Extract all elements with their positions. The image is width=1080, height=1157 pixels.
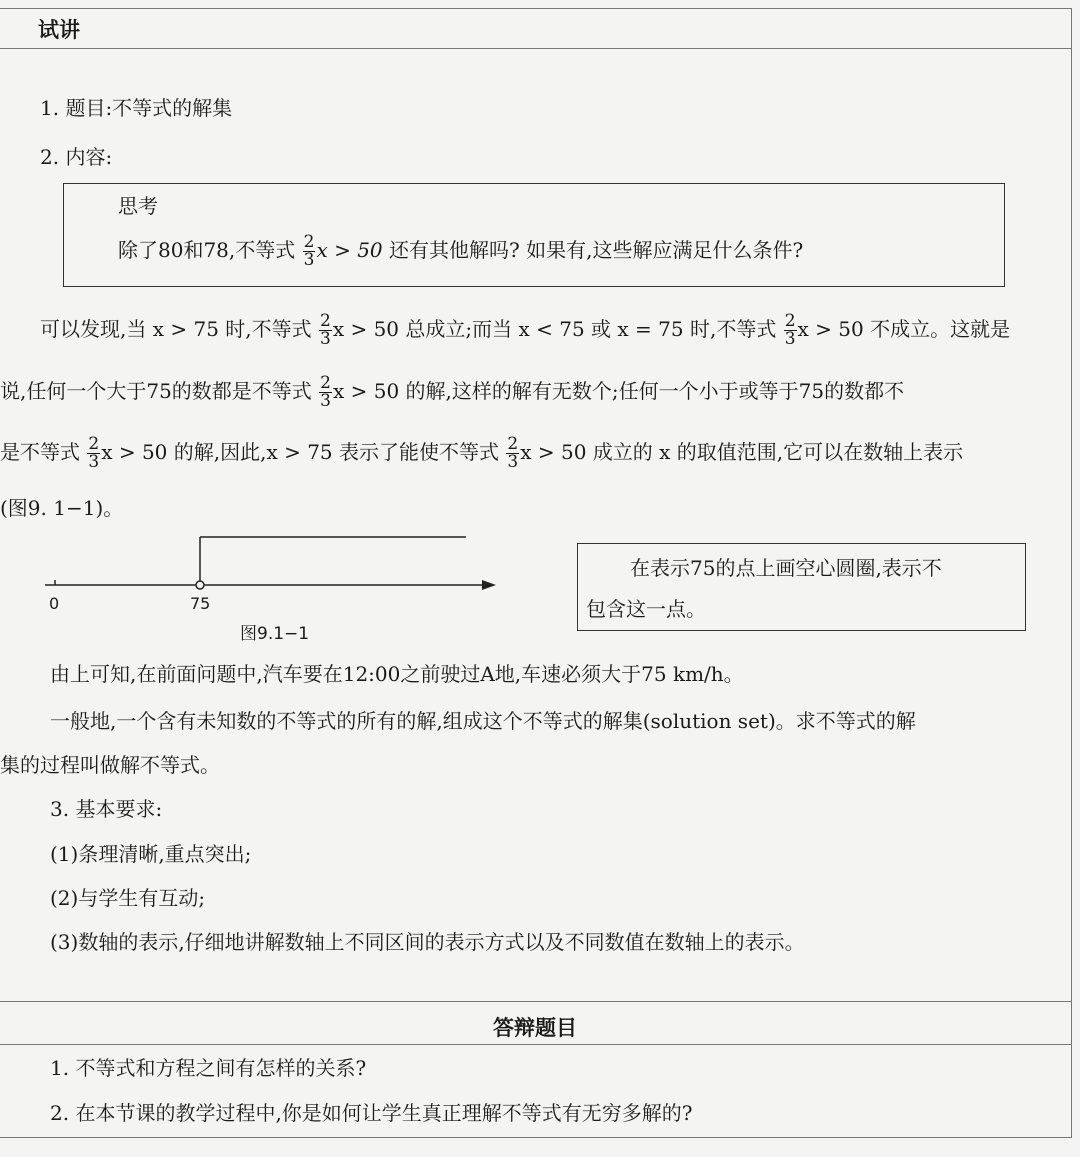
frac-den: 3 [320,391,331,411]
frac-num: 2 [320,373,331,393]
right-border [1071,8,1072,1138]
defense-question-2: 2. 在本节课的教学过程中,你是如何让学生真正理解不等式有无穷多解的? [50,1101,693,1125]
frac-den: 3 [88,452,100,472]
p1-b: x > 50 总成立;而当 x < 75 或 x = 75 时,不等式 [332,317,777,341]
requirement-3: (3)数轴的表示,仔细地讲解数轴上不同区间的表示方式以及不同数值在数轴上的表示。 [50,930,805,954]
defense-divider [0,1044,1072,1045]
para-line-4: (图9. 1−1)。 [0,496,124,520]
axis-arrow-icon [482,580,496,590]
fraction-two-thirds [303,234,316,269]
content-line: 2. 内容: [40,145,113,169]
frac-num: 2 [303,232,315,252]
figure-caption: 图9.1−1 [240,624,310,644]
label-0: 0 [49,594,60,613]
defense-top-border [0,1001,1072,1002]
frac-num: 2 [320,311,331,331]
section-title-trial-lecture: 试讲 [38,18,80,42]
bottom-border [0,1137,1072,1138]
p3-a: 是不等式 [0,440,80,464]
fraction-two-thirds [87,436,100,471]
think-ineq: x > 50 [316,238,383,262]
p2-b: x > 50 的解,这样的解有无数个;任何一个小于或等于75的数都不 [333,379,905,403]
p3-b: x > 50 的解,因此,x > 75 表示了能使不等式 [101,440,500,464]
figure-note-box [577,543,1026,631]
topic-line: 1. 题目:不等式的解集 [40,96,233,120]
fraction-two-thirds [506,436,519,471]
frac-num: 2 [507,434,519,454]
think-title: 思考 [118,194,158,218]
frac-den: 3 [303,250,315,270]
open-circle-75 [196,581,204,589]
think-text-after: 还有其他解吗? 如果有,这些解应满足什么条件? [389,238,804,262]
frac-den: 3 [507,452,519,472]
p2-a: 说,任何一个大于75的数都是不等式 [0,379,312,403]
para-line-1 [0,313,1080,348]
frac-den: 3 [784,329,796,349]
body-p2-l1: 一般地,一个含有未知数的不等式的所有的解,组成这个不等式的解集(solution set)。求不等式的解 [50,709,916,733]
label-75: 75 [190,594,211,613]
p1-c: x > 50 不成立。这就是 [797,317,1011,341]
para-line-3 [0,436,1068,471]
defense-question-1: 1. 不等式和方程之间有怎样的关系? [50,1056,367,1080]
think-question [118,234,803,269]
p1-a: 可以发现,当 x > 75 时,不等式 [40,317,312,341]
header-divider [0,48,1072,49]
requirement-1: (1)条理清晰,重点突出; [50,842,252,866]
fraction-two-thirds [319,375,332,410]
body-p2-l2: 集的过程叫做解不等式。 [0,753,220,777]
fraction-two-thirds [784,313,797,348]
top-border [0,8,1072,9]
requirements-title: 3. 基本要求: [50,797,163,821]
frac-num: 2 [784,311,796,331]
note-line-2: 包含这一点。 [586,597,706,621]
section-title-defense: 答辩题目 [493,1016,577,1040]
requirement-2: (2)与学生有互动; [50,886,206,910]
fraction-two-thirds [319,313,332,348]
think-text-before: 除了80和78,不等式 [118,238,296,262]
para-line-2 [0,375,1068,410]
think-box [63,183,1005,287]
p3-c: x > 50 成立的 x 的取值范围,它可以在数轴上表示 [520,440,964,464]
frac-den: 3 [320,329,331,349]
body-p1: 由上可知,在前面问题中,汽车要在12:00之前驶过A地,车速必须大于75 km/h。 [50,662,744,686]
frac-num: 2 [88,434,100,454]
note-line-1: 在表示75的点上画空心圆圈,表示不 [630,556,942,580]
